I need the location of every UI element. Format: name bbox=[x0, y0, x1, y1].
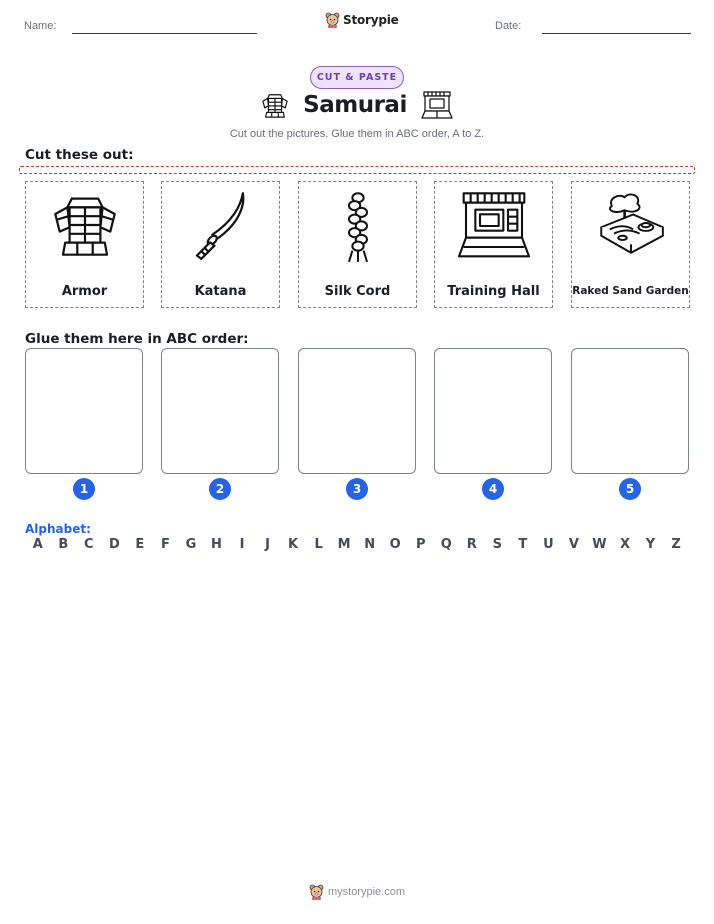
cut-dashed-line bbox=[19, 166, 695, 174]
alphabet-letter: K bbox=[288, 537, 299, 552]
name-label: Name: bbox=[24, 20, 57, 32]
cut-section-title: Cut these out: bbox=[25, 147, 134, 163]
brand-name: Storypie bbox=[343, 13, 399, 27]
alphabet-letter: J bbox=[265, 537, 270, 552]
alphabet-letter: I bbox=[239, 537, 245, 552]
katana-sword-icon bbox=[188, 191, 254, 261]
alphabet-letter: D bbox=[108, 537, 120, 552]
alphabet-letter: W bbox=[592, 537, 607, 552]
number-badge-2: 2 bbox=[209, 478, 231, 500]
brand-logo bbox=[325, 12, 399, 28]
alphabet-letter: N bbox=[364, 537, 376, 552]
cut-card-label: Training Hall bbox=[447, 284, 540, 299]
number-badge-1: 1 bbox=[73, 478, 95, 500]
alphabet-letter: Y bbox=[645, 537, 656, 552]
cut-card-label: Silk Cord bbox=[324, 284, 391, 299]
cut-card-katana[interactable] bbox=[161, 181, 280, 308]
dojo-building-icon bbox=[456, 191, 532, 261]
title-row bbox=[0, 90, 714, 120]
glue-box-5[interactable] bbox=[571, 348, 689, 474]
alphabet-letter: L bbox=[314, 537, 323, 552]
cut-card-silk-cord[interactable] bbox=[298, 181, 417, 308]
alphabet-letter: M bbox=[337, 537, 351, 552]
alphabet-letter: Q bbox=[440, 537, 452, 552]
cut-card-training-hall[interactable] bbox=[434, 181, 553, 308]
glue-section-title: Glue them here in ABC order: bbox=[25, 331, 249, 347]
footer-website[interactable]: mystorypie.com bbox=[327, 886, 406, 898]
bear-mascot-icon bbox=[325, 12, 340, 28]
glue-box-4[interactable] bbox=[434, 348, 552, 474]
alphabet-letter: Z bbox=[671, 537, 681, 552]
alphabet-letter: G bbox=[185, 537, 197, 552]
alphabet-letter: A bbox=[32, 537, 43, 552]
alphabet-letter: E bbox=[135, 537, 145, 552]
activity-badge: CUT & PASTE bbox=[310, 66, 404, 89]
braided-cord-icon bbox=[338, 191, 378, 263]
alphabet-letter: H bbox=[211, 537, 222, 552]
date-label: Date: bbox=[495, 20, 522, 32]
alphabet-title: Alphabet: bbox=[25, 522, 91, 536]
samurai-armor-icon bbox=[52, 191, 118, 259]
date-line[interactable] bbox=[542, 33, 691, 34]
glue-box-1[interactable] bbox=[25, 348, 143, 474]
alphabet-letter: X bbox=[619, 537, 630, 552]
alphabet-letter: S bbox=[492, 537, 502, 552]
number-badge-4: 4 bbox=[482, 478, 504, 500]
cut-card-label: Armor bbox=[61, 284, 108, 299]
number-badge-5: 5 bbox=[619, 478, 641, 500]
footer bbox=[0, 884, 714, 900]
alphabet-letter: T bbox=[518, 537, 528, 552]
alphabet-letter: P bbox=[415, 537, 426, 552]
instructions: Cut out the pictures. Glue them in ABC order, A to Z. bbox=[229, 128, 485, 140]
alphabet-letter: B bbox=[58, 537, 69, 552]
alphabet-letter: U bbox=[543, 537, 554, 552]
samurai-armor-icon bbox=[261, 91, 289, 119]
cut-card-armor[interactable] bbox=[25, 181, 144, 308]
alphabet-row bbox=[25, 537, 689, 552]
cut-card-label: Katana bbox=[194, 284, 247, 299]
alphabet-letter: V bbox=[568, 537, 579, 552]
alphabet-letter: F bbox=[160, 537, 170, 552]
alphabet-letter: O bbox=[389, 537, 401, 552]
number-badge-3: 3 bbox=[346, 478, 368, 500]
bear-mascot-icon bbox=[309, 884, 324, 900]
cut-card-raked-sand-garden[interactable] bbox=[571, 181, 690, 308]
glue-box-2[interactable] bbox=[161, 348, 279, 474]
glue-box-3[interactable] bbox=[298, 348, 416, 474]
page-title: Samurai bbox=[303, 92, 407, 118]
alphabet-letter: R bbox=[466, 537, 477, 552]
zen-garden-icon bbox=[597, 191, 665, 255]
alphabet-letter: C bbox=[84, 537, 94, 552]
training-hall-icon bbox=[421, 90, 453, 120]
name-line[interactable] bbox=[72, 33, 257, 34]
cut-card-label: Raked Sand Garden bbox=[572, 285, 689, 297]
